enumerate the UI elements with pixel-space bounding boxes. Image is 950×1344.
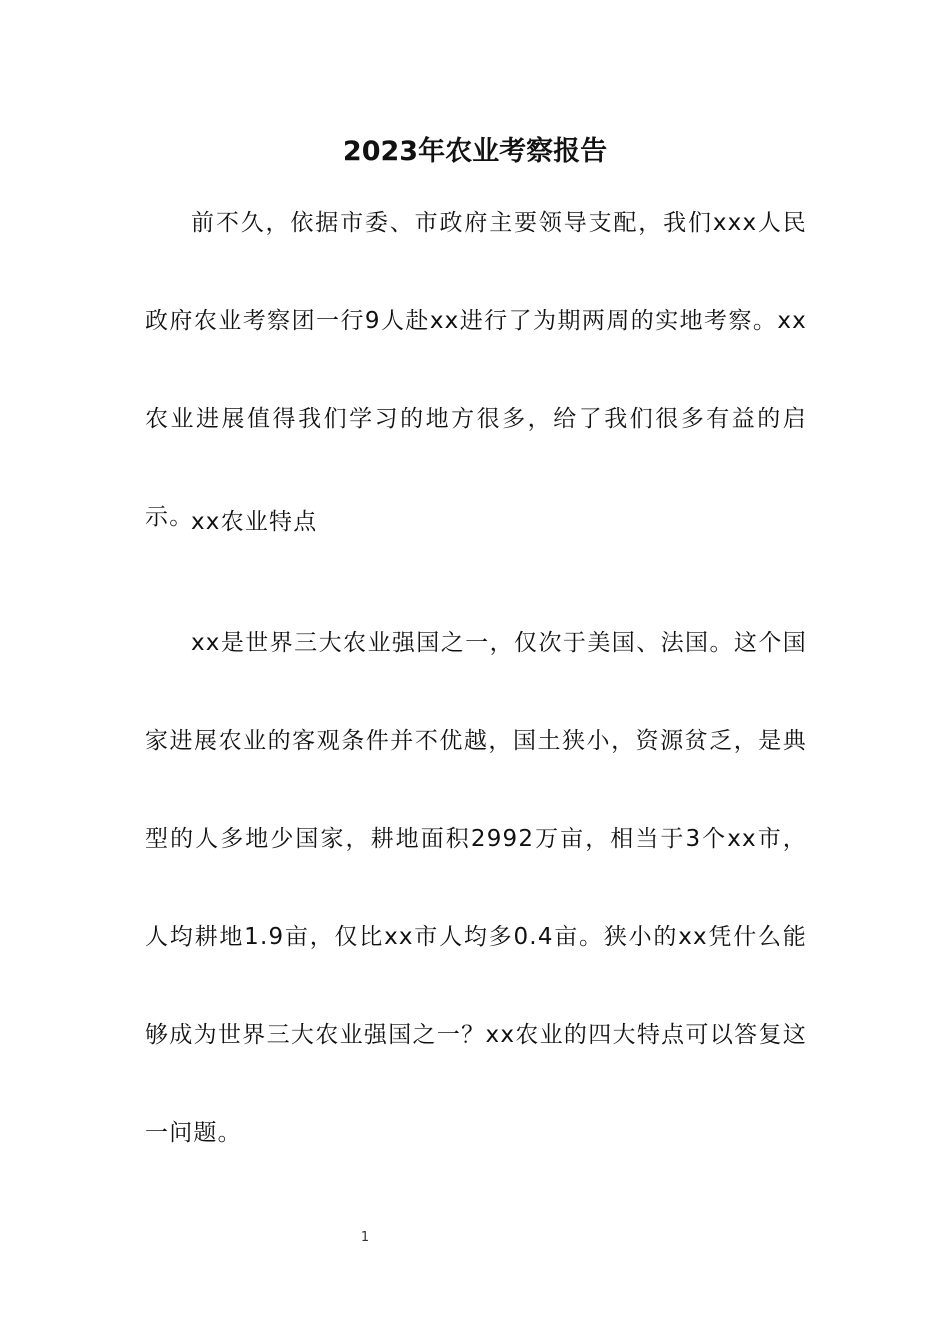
paragraph-block-2: [145, 594, 807, 1182]
body-paragraph: xx是世界三大农业强国之一，仅次于美国、法国。这个国家进展农业的客观条件并不优越，国土狭小，资源贫乏，是典型的人多地少国家，耕地面积2992万亩，相当于3个xx市，人均耕地1.9亩，仅比xx市人均多0.4亩。狭小的xx凭什么能够成为世界三大农业强国之一？xx农业的四大特点可以答复这一问题。: [145, 630, 807, 1146]
section-heading-block: [145, 496, 807, 548]
section-heading: xx农业特点: [191, 509, 318, 535]
page-number: 1: [360, 1230, 370, 1245]
document-title: 2023年农业考察报告: [342, 136, 608, 167]
body-paragraph: 前不久，依据市委、市政府主要领导支配，我们xxx人民政府农业考察团一行9人赴xx进行了为期两周的实地考察。xx农业进展值得我们学习的地方很多，给了我们很多有益的启示。: [145, 210, 807, 530]
